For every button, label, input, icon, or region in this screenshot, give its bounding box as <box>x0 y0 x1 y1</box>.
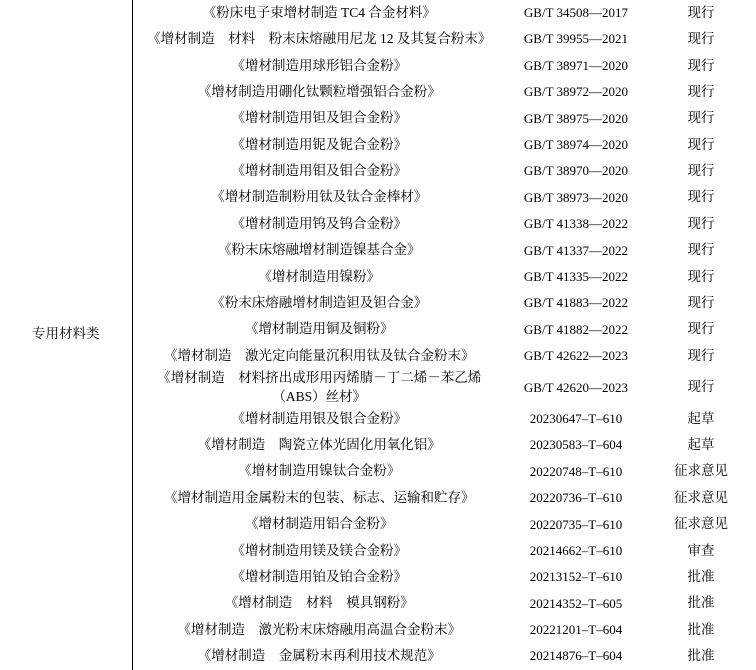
standard-name-cell <box>132 264 506 290</box>
standard-name-cell <box>132 591 506 617</box>
standard-name-line: 《增材制造用钽及钽合金粉》 <box>231 110 407 126</box>
standard-name-line: 《粉末床熔融增材制造镍基合金》 <box>218 242 421 258</box>
standard-name-cell <box>132 432 506 458</box>
standard-name-line: 《粉末床熔融增材制造钽及钽合金》 <box>211 295 428 311</box>
standard-state-cell: 起草 <box>687 410 715 426</box>
standard-name-cell <box>132 643 506 669</box>
standard-state-cell: 征求意见 <box>674 463 728 479</box>
standard-name-cell <box>132 0 506 26</box>
standard-state-cell: 批准 <box>687 648 715 664</box>
standard-name-line: （ABS）丝材》 <box>272 388 367 404</box>
standard-state-cell: 现行 <box>687 268 715 284</box>
standard-name-cell <box>132 79 506 105</box>
standard-name-line: 《增材制造 激光粉末床熔融用高温合金粉末》 <box>177 621 461 637</box>
standard-state-cell: 起草 <box>687 437 715 453</box>
table-row <box>0 0 756 26</box>
category-cell: 专用材料类 <box>0 0 132 670</box>
standard-code-cell: 20230583–T–604 <box>529 437 623 453</box>
standard-state-cell: 现行 <box>687 163 715 179</box>
standard-name-line: 《增材制造制粉用钛及钛合金棒材》 <box>211 189 428 205</box>
standard-code-cell: 20214876–T–604 <box>529 648 623 664</box>
standard-state-cell: 现行 <box>687 379 715 395</box>
standard-code-cell: GB/T 41882—2022 <box>523 321 629 337</box>
standard-code-cell: GB/T 38972—2020 <box>523 84 629 100</box>
standard-state-cell: 批准 <box>687 595 715 611</box>
standard-state-cell: 批准 <box>687 569 715 584</box>
standard-state-cell: 现行 <box>687 31 715 47</box>
standard-name-cell <box>132 511 506 537</box>
standard-name-line: 《增材制造用银及银合金粉》 <box>231 410 407 426</box>
standard-name-line: 《增材制造用金属粉末的包装、标志、运输和贮存》 <box>164 489 475 505</box>
standard-state-cell: 现行 <box>687 83 715 99</box>
standard-code-cell: 20230647–T–610 <box>529 410 623 426</box>
standard-name-cell <box>132 343 506 369</box>
standard-name-cell <box>132 406 506 432</box>
standard-name-line: 《增材制造用钨及钨合金粉》 <box>231 215 407 231</box>
standard-name-line: 《增材制造用镍钛合金粉》 <box>238 463 401 479</box>
standard-code-cell: GB/T 41883—2022 <box>523 295 629 311</box>
standard-name-line: 《增材制造用铜及铜粉》 <box>245 321 394 337</box>
standard-code-cell: 20220735–T–610 <box>529 516 623 532</box>
standard-state-cell: 审查 <box>687 542 715 558</box>
standard-name-cell <box>132 317 506 343</box>
standard-code-cell: GB/T 38971—2020 <box>523 57 629 73</box>
standard-code-cell: GB/T 39955—2021 <box>523 31 629 47</box>
standard-code-cell: 20220736–T–610 <box>529 490 623 506</box>
standard-code-cell: GB/T 41338—2022 <box>523 216 629 232</box>
standard-name-line: 《增材制造用球形铝合金粉》 <box>231 57 407 73</box>
standard-state-cell: 征求意见 <box>674 489 728 505</box>
standard-state-cell: 征求意见 <box>674 516 728 532</box>
standard-name-line: 《增材制造 金属粉末再利用技术规范》 <box>197 648 441 664</box>
standard-name-cell <box>132 132 506 158</box>
standard-state-cell: 现行 <box>687 4 715 20</box>
standard-code-cell: GB/T 42620—2023 <box>523 379 629 395</box>
standard-name-line: 《增材制造用铝合金粉》 <box>245 516 394 532</box>
standard-state-cell: 现行 <box>687 347 715 363</box>
standard-code-cell: GB/T 41335—2022 <box>523 268 629 284</box>
standard-name-cell <box>132 564 506 590</box>
standard-state-cell: 现行 <box>687 136 715 152</box>
standard-name-line: 《增材制造用钼及钼合金粉》 <box>231 163 407 179</box>
standard-name-cell <box>132 238 506 264</box>
standard-name-cell <box>132 26 506 52</box>
standard-code-cell: GB/T 38975—2020 <box>523 110 629 126</box>
standard-state-cell: 现行 <box>687 215 715 231</box>
standard-code-cell: GB/T 42622—2023 <box>523 348 629 364</box>
standard-state-cell: 现行 <box>687 57 715 73</box>
standard-name-line: 《增材制造 材料 模具钢粉》 <box>224 595 414 611</box>
standard-name-line: 《粉床电子束增材制造 TC4 合金材料》 <box>202 4 436 20</box>
standard-name-cell <box>132 459 506 485</box>
standard-name-cell <box>132 538 506 564</box>
standard-code-cell: 20213152–T–610 <box>529 569 623 585</box>
standard-code-cell: 20221201–T–604 <box>529 622 623 638</box>
standard-state-cell: 现行 <box>687 242 715 258</box>
standard-code-cell: 20220748–T–610 <box>529 463 623 479</box>
standard-name-line: 《增材制造 材料 粉末床熔融用尼龙 12 及其复合粉末》 <box>147 31 492 47</box>
standard-name-cell <box>132 211 506 237</box>
standard-name-cell <box>132 53 506 79</box>
standard-name-cell <box>132 290 506 316</box>
standard-name-line: 《增材制造用硼化钛颗粒增强铝合金粉》 <box>197 83 441 99</box>
standard-name-line: 《增材制造 激光定向能量沉积用钛及钛合金粉末》 <box>164 347 475 363</box>
standard-name-cell <box>132 369 506 405</box>
standard-name-cell <box>132 158 506 184</box>
standard-code-cell: GB/T 38973—2020 <box>523 189 629 205</box>
standard-code-cell: 20214662–T–610 <box>529 542 623 558</box>
standard-code-cell: GB/T 41337—2022 <box>523 242 629 258</box>
standard-state-cell: 现行 <box>687 321 715 337</box>
standard-name-cell <box>132 617 506 643</box>
standard-name-line: 《增材制造 材料挤出成形用丙烯腈－丁二烯－苯乙烯 <box>157 370 482 386</box>
standard-state-cell: 批准 <box>687 621 715 637</box>
standard-code-cell: GB/T 38970—2020 <box>523 163 629 179</box>
standard-name-line: 《增材制造 陶瓷立体光固化用氧化铝》 <box>197 437 441 453</box>
standard-name-line: 《增材制造用铌及铌合金粉》 <box>231 136 407 152</box>
standard-state-cell: 现行 <box>687 110 715 126</box>
standard-name-cell <box>132 185 506 211</box>
standard-state-cell: 现行 <box>687 295 715 311</box>
standard-name-line: 《增材制造用镁及镁合金粉》 <box>231 542 407 558</box>
standard-code-cell: GB/T 38974—2020 <box>523 137 629 153</box>
standard-name-line: 《增材制造用镍粉》 <box>258 268 380 284</box>
standard-code-cell: 20214352–T–605 <box>529 595 623 611</box>
standard-name-cell <box>132 106 506 132</box>
standard-state-cell: 现行 <box>687 189 715 205</box>
standard-code-cell: GB/T 34508—2017 <box>523 5 629 21</box>
standard-name-cell <box>132 485 506 511</box>
standard-name-line: 《增材制造用铂及铂合金粉》 <box>231 569 407 584</box>
